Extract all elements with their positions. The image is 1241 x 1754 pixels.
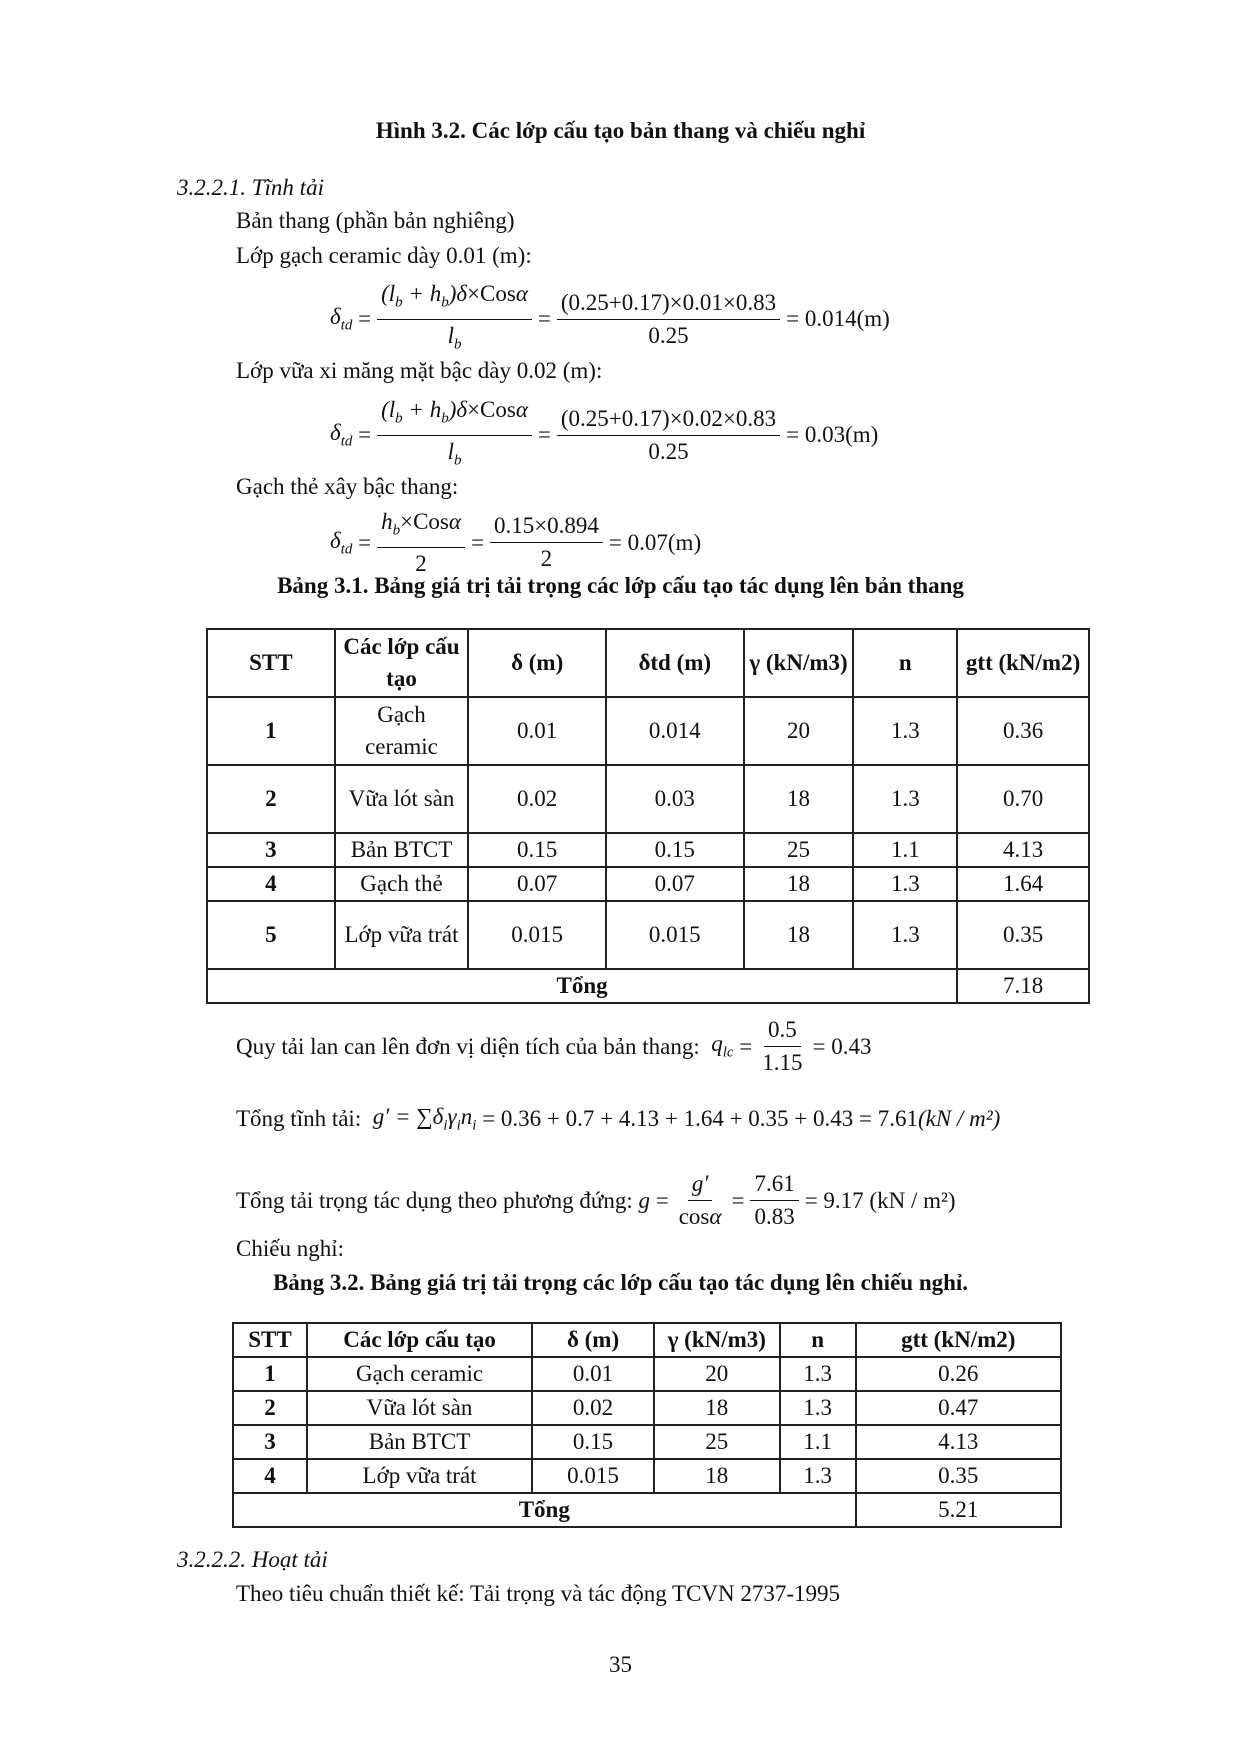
table1-total-row: [207, 969, 1089, 1003]
landing-heading: Chiếu nghỉ:: [236, 1236, 344, 1261]
vertical-load-line: Tổng tải trọng tác dụng theo phương đứng: g = $\frac{g'}{\cos\alpha}$ = $\frac{7.61}{0.83}$ = 9.17 (kN / m²): [236, 1171, 956, 1229]
table1-cell: Gạch ceramic: [335, 697, 469, 765]
section-static-heading: 3.2.2.1. Tĩnh tải: [177, 175, 324, 200]
ceramic-result: = 0.014(m): [786, 306, 890, 332]
table2-header-thickness: δ (m): [532, 1323, 654, 1357]
table2-cell: 4.13: [856, 1425, 1061, 1459]
table2-header-load: gtt (kN/m2): [856, 1323, 1061, 1357]
table1-header-load: gtt (kN/m2): [957, 629, 1089, 697]
table1-cell: 0.36: [957, 697, 1089, 765]
stair-slab-heading: Bản thang (phần bản nghiêng): [236, 208, 515, 233]
table-row: [233, 1425, 1061, 1459]
table2-cell: 4: [233, 1459, 307, 1493]
figure-caption: Hình 3.2. Các lớp cấu tạo bản thang và chiếu nghỉ: [375, 118, 866, 143]
table2-cell: 1.3: [780, 1459, 856, 1493]
table1-cell: 4: [207, 867, 335, 901]
railing-text: Quy tải lan can lên đơn vị diện tích của bản thang:: [236, 1033, 700, 1059]
railing-denominator: 1.15: [762, 1050, 803, 1075]
table1-cell: 1: [207, 697, 335, 765]
table2-header-stt: STT: [233, 1323, 307, 1357]
table2-cell: 1.3: [780, 1357, 856, 1391]
mortar-value-numerator: (0.25+0.17)×0.02×0.83: [557, 405, 780, 436]
table1-header-row: [207, 629, 1089, 697]
table2-cell: 18: [654, 1459, 780, 1493]
table2-caption: Bảng 3.2. Bảng giá trị tải trọng các lớp cấu tạo tác dụng lên chiếu nghỉ.: [272, 1270, 969, 1295]
ceramic-layer-label: Lớp gạch ceramic dày 0.01 (m):: [236, 243, 532, 268]
table1-cell: 0.07: [468, 867, 606, 901]
table1-header-equiv-thickness: δtd (m): [606, 629, 744, 697]
table-row: [207, 901, 1089, 969]
table1-cell: 1.3: [853, 901, 957, 969]
table2-cell: 1.3: [780, 1391, 856, 1425]
table-row: [207, 833, 1089, 867]
table2-cell: 0.47: [856, 1391, 1061, 1425]
section-live-heading: 3.2.2.2. Hoạt tải: [177, 1547, 328, 1572]
table1-cell: 0.015: [468, 901, 606, 969]
table1-cell: 0.01: [468, 697, 606, 765]
table2-cell: 3: [233, 1425, 307, 1459]
brick-result: = 0.07(m): [608, 529, 702, 555]
table1-cell: 25: [744, 833, 854, 867]
table1-cell: Lớp vữa trát: [335, 901, 469, 969]
table2: [232, 1322, 1062, 1528]
table2-cell: Vữa lót sàn: [307, 1391, 532, 1425]
table2-cell: 25: [654, 1425, 780, 1459]
table-row: [233, 1391, 1061, 1425]
table-row: [233, 1357, 1061, 1391]
table1-cell: 0.70: [957, 765, 1089, 833]
table1-caption: Bảng 3.1. Bảng giá trị tải trọng các lớp cấu tạo tác dụng lên bản thang: [277, 573, 964, 598]
table2-cell: 1: [233, 1357, 307, 1391]
live-load-standard: Theo tiêu chuẩn thiết kế: Tải trọng và tác động TCVN 2737-1995: [236, 1581, 841, 1606]
table1-cell: 0.015: [606, 901, 744, 969]
table1-cell: 0.03: [606, 765, 744, 833]
table1-cell: 18: [744, 765, 854, 833]
table2-cell: Gạch ceramic: [307, 1357, 532, 1391]
vertical-load-text: Tổng tải trọng tác dụng theo phương đứng:: [236, 1187, 633, 1213]
table2-header-unit-weight: γ (kN/m3): [654, 1323, 780, 1357]
total-static-unit: (kN / m²): [918, 1106, 1001, 1132]
table2-header-row: [233, 1323, 1061, 1357]
table1-cell: Bản BTCT: [335, 833, 469, 867]
table-row: [207, 697, 1089, 765]
table2-cell: Bản BTCT: [307, 1425, 532, 1459]
ceramic-value-numerator: (0.25+0.17)×0.01×0.83: [557, 289, 780, 320]
total-static-expression: = 0.36 + 0.7 + 4.13 + 1.64 + 0.35 + 0.43 = 7.61: [482, 1106, 919, 1132]
table2-cell: 20: [654, 1357, 780, 1391]
ceramic-equation: $\delta_{td}$ = $\frac{(l_b + h_b)\delta\times Cos\alpha}{l_b}$ = $\frac{(0.25+0.17)\times 0.01\times 0.83}{0.25}$ = 0.014(m): [330, 281, 890, 353]
table1-cell: 20: [744, 697, 854, 765]
vertical-load-denominator: 0.83: [754, 1204, 795, 1229]
table1-cell: Gạch thẻ: [335, 867, 469, 901]
table1-header-factor: n: [853, 629, 957, 697]
table1-header-stt: STT: [207, 629, 335, 697]
table1-cell: 0.02: [468, 765, 606, 833]
table2-total-label: Tổng: [233, 1493, 856, 1527]
table1-cell: 1.1: [853, 833, 957, 867]
table1-total-label: Tổng: [207, 969, 957, 1003]
brick-value-denominator: 2: [540, 546, 553, 572]
vertical-load-numerator: 7.61: [750, 1170, 798, 1201]
mortar-equation: $\delta_{td}$ = $\frac{(l_b + h_b)\delta\times Cos\alpha}{l_b}$ = $\frac{(0.25+0.17)\times 0.02\times 0.83}{0.25}$ = 0.03(m): [330, 397, 879, 469]
table1-cell: 1.3: [853, 697, 957, 765]
table1-cell: 5: [207, 901, 335, 969]
table1-header-thickness: δ (m): [468, 629, 606, 697]
table2-cell: 0.35: [856, 1459, 1061, 1493]
table2-cell: 18: [654, 1391, 780, 1425]
brick-symbolic-denominator: 2: [415, 550, 427, 576]
table1-cell: 0.15: [468, 833, 606, 867]
table1-cell: 18: [744, 901, 854, 969]
table2-header-layers: Các lớp cấu tạo: [307, 1323, 532, 1357]
brick-value-numerator: 0.15×0.894: [490, 512, 603, 543]
mortar-result: = 0.03(m): [786, 422, 879, 448]
table1-cell: 0.07: [606, 867, 744, 901]
total-static-line: Tổng tĩnh tải: $g' = \sum\delta_i\gamma_in_i$ = 0.36 + 0.7 + 4.13 + 1.64 + 0.35 + 0.43 = 7.61 (kN / m²): [236, 1104, 1001, 1134]
table2-cell: 0.015: [532, 1459, 654, 1493]
table2-cell: Lớp vữa trát: [307, 1459, 532, 1493]
table2-total-row: [233, 1493, 1061, 1527]
railing-numerator: 0.5: [764, 1016, 801, 1047]
table2-cell: 1.1: [780, 1425, 856, 1459]
table2-total-value: 5.21: [856, 1493, 1061, 1527]
railing-load-line: Quy tải lan can lên đơn vị diện tích của bản thang: $q_{lc}$ = $\frac{0.5}{1.15}$ = 0.43: [236, 1017, 872, 1075]
total-static-text: Tổng tĩnh tải:: [236, 1106, 362, 1132]
table1-cell: 18: [744, 867, 854, 901]
table1-cell: Vữa lót sàn: [335, 765, 469, 833]
table2-cell: 2: [233, 1391, 307, 1425]
table-row: [207, 867, 1089, 901]
table2-cell: 0.01: [532, 1357, 654, 1391]
page-number: 35: [609, 1652, 632, 1677]
mortar-value-denominator: 0.25: [648, 438, 689, 464]
table1-cell: 0.15: [606, 833, 744, 867]
table2-header-factor: n: [780, 1323, 856, 1357]
table2-cell: 0.26: [856, 1357, 1061, 1391]
table1-total-value: 7.18: [957, 969, 1089, 1003]
table1-cell: 2: [207, 765, 335, 833]
table1: [206, 628, 1090, 1004]
brick-steps-equation: $\delta_{td}$ = $\frac{h_b\times Cos\alpha}{2}$ = $\frac{0.15\times 0.894}{2}$ = 0.07(m): [330, 509, 702, 576]
railing-result: = 0.43: [812, 1033, 872, 1059]
table1-cell: 0.35: [957, 901, 1089, 969]
table1-cell: 3: [207, 833, 335, 867]
table1-cell: 1.64: [957, 867, 1089, 901]
table1-cell: 4.13: [957, 833, 1089, 867]
table-row: [207, 765, 1089, 833]
mortar-layer-label: Lớp vữa xi măng mặt bậc dày 0.02 (m):: [236, 358, 603, 383]
table1-header-unit-weight: γ (kN/m3): [744, 629, 854, 697]
table1-header-layers: Các lớp cấu tạo: [335, 629, 469, 697]
table-row: [233, 1459, 1061, 1493]
table2-cell: 0.15: [532, 1425, 654, 1459]
table1-cell: 1.3: [853, 765, 957, 833]
ceramic-value-denominator: 0.25: [648, 322, 689, 348]
table1-cell: 0.014: [606, 697, 744, 765]
brick-steps-label: Gạch thẻ xây bậc thang:: [236, 474, 459, 499]
table2-cell: 0.02: [532, 1391, 654, 1425]
vertical-load-result: = 9.17 (kN / m²): [804, 1187, 956, 1213]
table1-cell: 1.3: [853, 867, 957, 901]
